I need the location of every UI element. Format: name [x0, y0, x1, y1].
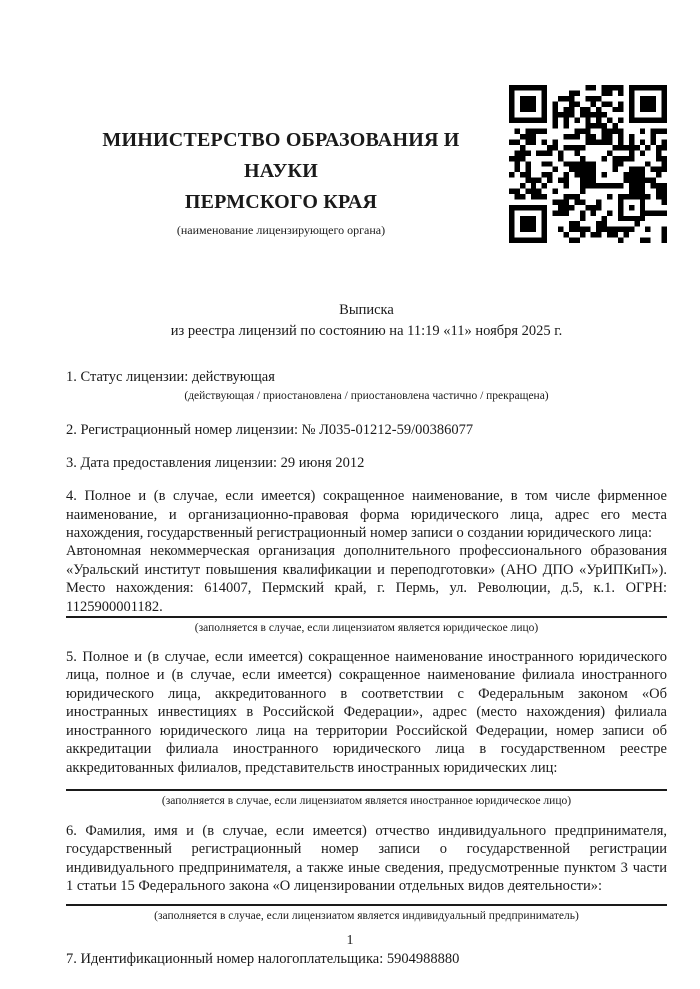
ministry-name-line2: ПЕРМСКОГО КРАЯ: [184, 191, 378, 213]
legal-entity-label: 4. Полное и (в случае, если имеется) сокращенное наименование, в том числе фирменное наименование, и организационно-правовая форма юридического лица, адрес его места нахождения, государственный регистрационный номер записи о создании юридического лица:: [66, 488, 667, 542]
fill-line-individual-entrepreneur: [66, 904, 667, 906]
individual-entrepreneur-label: 6. Фамилия, имя и (в случае, если имеется) отчество индивидуального предпринимателя, государственный регистрационный номер записи о государственной регистрации индивидуального предпринимателя, а также иные сведения, предусмотренные пунктом 3 части 1 статьи 15 Федерального закона «О лицензировании отдельных видов деятельности»:: [66, 822, 667, 895]
item-legal-entity: [66, 487, 667, 636]
document-title: [66, 300, 667, 342]
registration-number-text: 2. Регистрационный номер лицензии: № Л035-01212-59/00386077: [66, 422, 474, 439]
individual-entrepreneur-value: [66, 896, 667, 904]
fill-line-foreign-entity: [66, 789, 667, 791]
licensing-authority-caption: (наименование лицензирующего органа): [176, 223, 386, 237]
licensing-authority-block: [66, 85, 496, 238]
taxpayer-id-text: 7. Идентификационный номер налогоплательщика: 5904988880: [66, 950, 460, 967]
qr-code-icon: [509, 85, 667, 243]
item-foreign-entity: [66, 648, 667, 809]
document-title-line1: Выписка: [339, 302, 394, 318]
item-license-date: [66, 454, 667, 472]
foreign-entity-note: (заполняется в случае, если лицензиатом является иностранное юридическое лицо): [161, 794, 572, 807]
fill-line-legal-entity: [66, 616, 667, 618]
legal-entity-note: (заполняется в случае, если лицензиатом является юридическое лицо): [194, 622, 539, 635]
license-status-text: 1. Статус лицензии: действующая: [66, 369, 275, 385]
item-taxpayer-id: [66, 950, 667, 968]
legal-entity-value: Автономная некоммерческая организация дополнительного профессионального образования «Уральский институт повышения квалификации и переподготовки» (АНО ДПО «УрИПКиП»). Место нахождения: 614007, Пермский край, г. Пермь, ул. Революции, д.5, к.1. ОГРН: 1125900001182.: [66, 543, 667, 615]
individual-entrepreneur-note: (заполняется в случае, если лицензиатом является индивидуальный предприниматель): [154, 909, 579, 922]
document-header: [66, 85, 667, 243]
item-individual-entrepreneur: [66, 822, 667, 924]
page-number: 1: [346, 933, 354, 948]
document-title-line2: из реестра лицензий по состоянию на 11:19 «11» ноября 2025 г.: [170, 323, 563, 339]
license-status-note: (действующая / приостановлена / приостановлена частично / прекращена): [184, 390, 549, 403]
license-date-text: 3. Дата предоставления лицензии: 29 июня 2012: [66, 454, 365, 471]
foreign-entity-label: 5. Полное и (в случае, если имеется) сокращенное наименование иностранного юридического лица, полное и (в случае, если имеется) сокращенное наименование филиала иностранного юридического лица, аккредитованного в соответствии с Федеральным законом «Об иностранных инвестициях в Российской Федерации», адрес (место нахождения) филиала иностранного юридического лица на территории Российской Федерации, номер записи об аккредитации филиала иностранного юридического лица в государственном реестре аккредитованных филиалов, представительств иностранных юридических лиц:: [66, 649, 667, 776]
item-license-status: [66, 368, 667, 404]
ministry-name-line1: МИНИСТЕРСТВО ОБРАЗОВАНИЯ И НАУКИ: [102, 129, 460, 182]
foreign-entity-value: [66, 777, 667, 789]
item-registration-number: [66, 421, 667, 439]
